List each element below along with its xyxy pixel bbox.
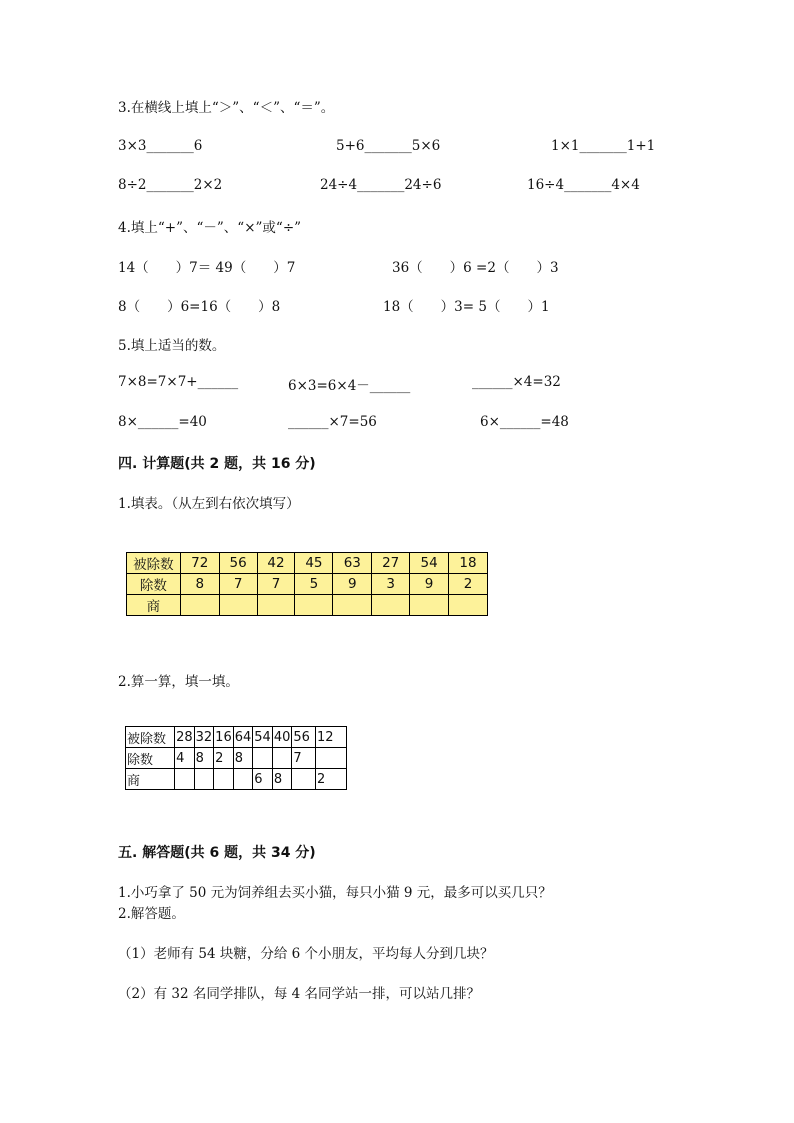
table-cell bbox=[272, 748, 292, 769]
answer-cell bbox=[219, 595, 257, 616]
table-cell: 54 bbox=[253, 727, 273, 748]
operator-item: 8（ ）6=16（ ）8 bbox=[118, 299, 281, 315]
operator-item: 18（ ）3= 5（ ）1 bbox=[383, 299, 550, 315]
part5-question1: 1.小巧拿了 50 元为饲养组去买小猫，每只小猫 9 元，最多可以买几只？ bbox=[118, 885, 552, 901]
division-table-1 bbox=[126, 552, 488, 616]
table-cell: 5 bbox=[295, 574, 333, 595]
table-cell: 7 bbox=[257, 574, 295, 595]
table-cell: 8 bbox=[272, 769, 292, 790]
table-cell: 18 bbox=[449, 553, 488, 574]
answer-cell bbox=[410, 595, 449, 616]
compare-item: 3×3_______6 bbox=[118, 138, 203, 154]
answer-cell bbox=[372, 595, 410, 616]
section4-title: 4.填上“+”、“－”、“×”或“÷” bbox=[118, 220, 302, 236]
fill-item: ______×4=32 bbox=[472, 374, 561, 390]
table-cell: 64 bbox=[233, 727, 253, 748]
table-cell bbox=[253, 748, 273, 769]
table-cell: 8 bbox=[180, 574, 219, 595]
table-row bbox=[126, 769, 347, 790]
operator-item: 14（ ）7＝ 49（ ）7 bbox=[118, 260, 296, 276]
table-cell: 32 bbox=[194, 727, 214, 748]
table-cell: 2 bbox=[214, 748, 234, 769]
compare-item: 1×1_______1+1 bbox=[551, 138, 656, 154]
answer-cell bbox=[449, 595, 488, 616]
table-row bbox=[127, 553, 488, 574]
table-cell: 40 bbox=[272, 727, 292, 748]
part5-question2-1: （1）老师有 54 块糖，分给 6 个小朋友，平均每人分到几块？ bbox=[118, 946, 494, 962]
table-cell: 12 bbox=[315, 727, 346, 748]
table-cell bbox=[315, 748, 346, 769]
table-cell: 63 bbox=[333, 553, 372, 574]
fill-item: 8×______=40 bbox=[118, 414, 207, 430]
table-cell: 56 bbox=[219, 553, 257, 574]
table-cell: 7 bbox=[219, 574, 257, 595]
table-row bbox=[127, 574, 488, 595]
table-cell: 45 bbox=[295, 553, 333, 574]
table-cell bbox=[292, 769, 316, 790]
table-cell: 除数 bbox=[127, 574, 181, 595]
fill-item: 6×______=48 bbox=[480, 414, 569, 430]
part4-question1: 1.填表。（从左到右依次填写） bbox=[118, 496, 300, 512]
table-cell: 9 bbox=[410, 574, 449, 595]
answer-cell bbox=[295, 595, 333, 616]
section3-title: 3.在横线上填上“＞”、“＜”、“＝”。 bbox=[118, 100, 335, 116]
table-row bbox=[127, 595, 488, 616]
table-row bbox=[126, 727, 347, 748]
compare-item: 8÷2_______2×2 bbox=[118, 177, 223, 193]
part5-heading: 五. 解答题(共 6 题，共 34 分) bbox=[118, 845, 316, 861]
compare-item: 16÷4_______4×4 bbox=[527, 177, 640, 193]
table-cell: 16 bbox=[214, 727, 234, 748]
table-cell: 被除数 bbox=[127, 553, 181, 574]
table-cell bbox=[233, 769, 253, 790]
table-cell bbox=[194, 769, 214, 790]
table-cell: 3 bbox=[372, 574, 410, 595]
table-cell: 7 bbox=[292, 748, 316, 769]
table-cell: 被除数 bbox=[126, 727, 175, 748]
table-row bbox=[126, 748, 347, 769]
operator-item: 36（ ）6 =2（ ）3 bbox=[392, 260, 559, 276]
table-cell: 72 bbox=[180, 553, 219, 574]
table-cell: 54 bbox=[410, 553, 449, 574]
table-cell: 商 bbox=[127, 595, 181, 616]
table-cell: 4 bbox=[175, 748, 195, 769]
compare-item: 24÷4_______24÷6 bbox=[320, 177, 442, 193]
table-cell: 除数 bbox=[126, 748, 175, 769]
table-cell: 6 bbox=[253, 769, 273, 790]
compare-item: 5+6_______5×6 bbox=[336, 138, 441, 154]
table-cell: 27 bbox=[372, 553, 410, 574]
table-cell: 56 bbox=[292, 727, 316, 748]
answer-cell bbox=[257, 595, 295, 616]
table-cell: 2 bbox=[449, 574, 488, 595]
table-cell bbox=[214, 769, 234, 790]
division-table-2 bbox=[125, 726, 347, 790]
part4-heading: 四. 计算题(共 2 题，共 16 分) bbox=[118, 456, 316, 472]
table-cell bbox=[175, 769, 195, 790]
table-cell: 2 bbox=[315, 769, 346, 790]
fill-item: ______×7=56 bbox=[288, 414, 377, 430]
table-cell: 9 bbox=[333, 574, 372, 595]
answer-cell bbox=[180, 595, 219, 616]
table-cell: 商 bbox=[126, 769, 175, 790]
section5-title: 5.填上适当的数。 bbox=[118, 338, 226, 354]
table-cell: 8 bbox=[194, 748, 214, 769]
fill-item: 6×3=6×4－______ bbox=[288, 378, 411, 394]
table-cell: 8 bbox=[233, 748, 253, 769]
part5-question2-2: （2）有 32 名同学排队，每 4 名同学站一排，可以站几排？ bbox=[118, 986, 481, 1002]
answer-cell bbox=[333, 595, 372, 616]
part5-question2: 2.解答题。 bbox=[118, 906, 185, 922]
table-cell: 28 bbox=[175, 727, 195, 748]
part4-question2: 2.算一算，填一填。 bbox=[118, 674, 239, 690]
table-cell: 42 bbox=[257, 553, 295, 574]
fill-item: 7×8=7×7+______ bbox=[118, 374, 239, 390]
